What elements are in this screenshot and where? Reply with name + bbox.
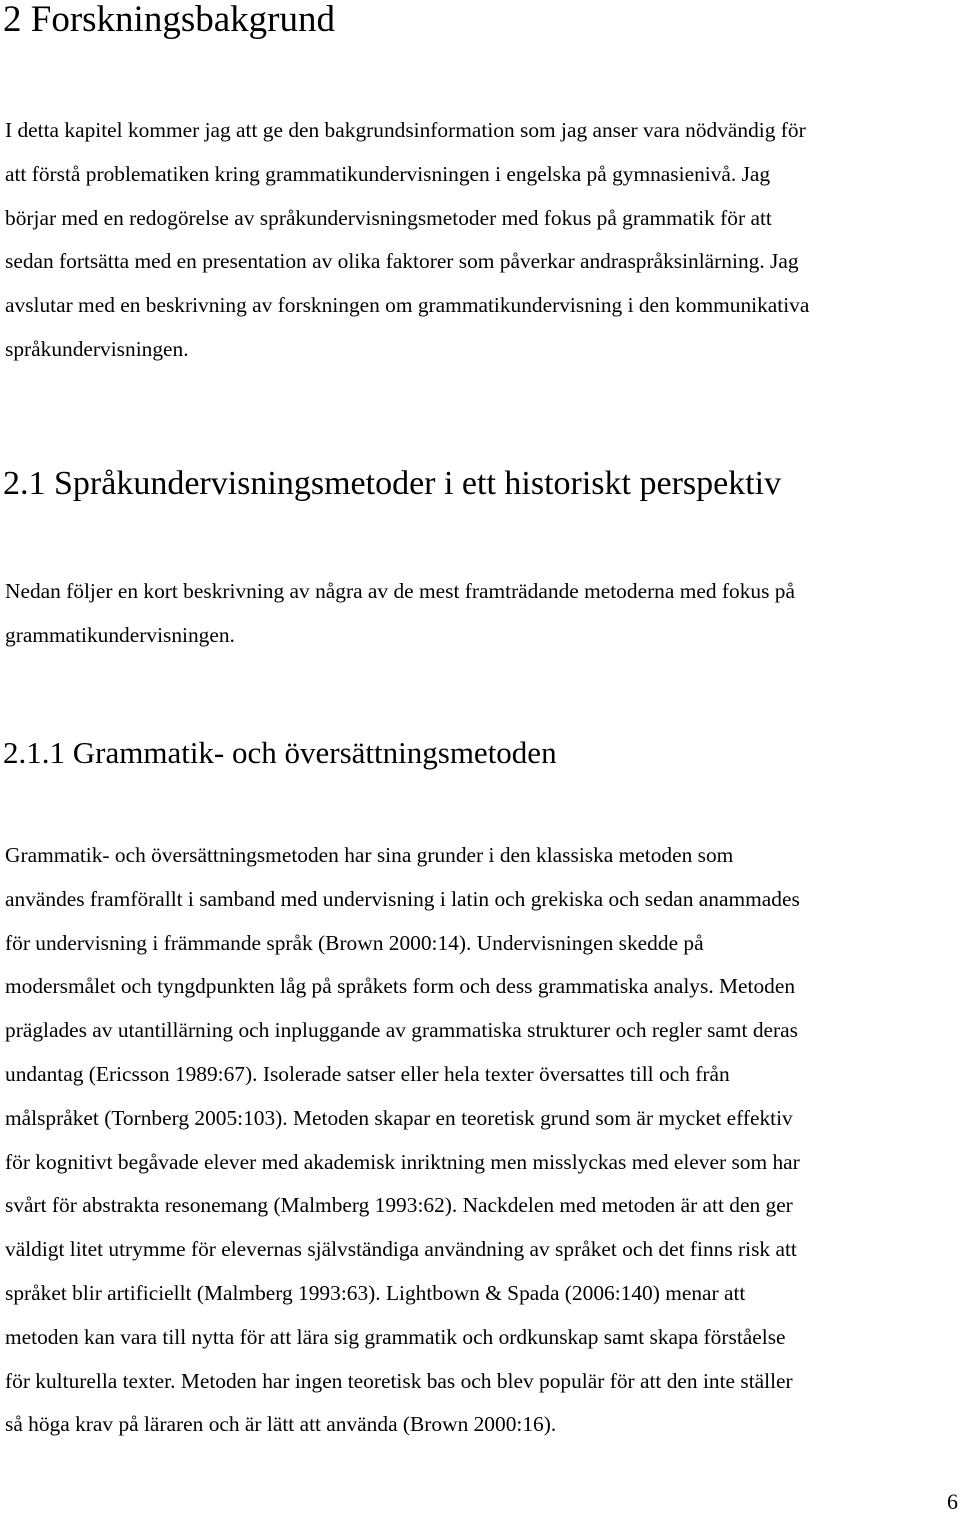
paragraph-line: för kognitivt begåvade elever med akademisk inriktning men misslyckas med elever som har <box>5 1149 800 1174</box>
paragraph-line: I detta kapitel kommer jag att ge den bakgrundsinformation som jag anser vara nödvändig för <box>5 118 806 142</box>
intro-paragraph <box>5 109 960 372</box>
paragraph-line: sedan fortsätta med en presentation av olika faktorer som påverkar andraspråksinlärning. Jag <box>5 249 799 274</box>
paragraph-line: Grammatik- och översättningsmetoden har sina grunder i den klassiska metoden som <box>5 843 734 867</box>
paragraph-line: att förstå problematiken kring grammatikundervisningen i engelska på gymnasienivå. Jag <box>5 161 771 186</box>
paragraph-line: svårt för abstrakta resonemang (Malmberg 1993:62). Nackdelen med metoden är att den ger <box>5 1193 793 1218</box>
subsection-paragraph <box>5 834 960 1447</box>
page-number: 6 <box>947 1489 958 1514</box>
paragraph-line: Nedan följer en kort beskrivning av några av de mest framträdande metoderna med fokus på <box>5 579 795 603</box>
paragraph-line: språkundervisningen. <box>5 336 189 361</box>
paragraph-line: metoden kan vara till nytta för att lära sig grammatik och ordkunskap samt skapa förståelse <box>5 1324 786 1349</box>
subsection-heading: 2.1.1 Grammatik- och översättningsmetoden <box>3 735 557 770</box>
paragraph-line: språket blir artificiellt (Malmberg 1993:63). Lightbown & Spada (2006:140) menar att <box>5 1280 746 1305</box>
section-heading: 2.1 Språkundervisningsmetoder i ett historiskt perspektiv <box>3 465 782 502</box>
paragraph-line: präglades av utantillärning och inpluggande av grammatiska strukturer och regler samt deras <box>5 1018 798 1043</box>
paragraph-line: undantag (Ericsson 1989:67). Isolerade satser eller hela texter översattes till och från <box>5 1061 730 1086</box>
paragraph-line: för kulturella texter. Metoden har ingen teoretisk bas och blev populär för att den inte ställer <box>5 1368 793 1393</box>
paragraph-line: avslutar med en beskrivning av forskningen om grammatikundervisning i den kommunikativa <box>5 293 810 318</box>
chapter-heading: 2 Forskningsbakgrund <box>3 0 335 40</box>
paragraph-line: börjar med en redogörelse av språkundervisningsmetoder med fokus på grammatik för att <box>5 205 772 230</box>
paragraph-line: väldigt litet utrymme för elevernas självständiga användning av språket och det finns risk att <box>5 1237 797 1262</box>
paragraph-line: så höga krav på läraren och är lätt att använda (Brown 2000:16). <box>5 1412 557 1437</box>
section-paragraph <box>5 570 960 658</box>
paragraph-line: användes framförallt i samband med undervisning i latin och grekiska och sedan anammades <box>5 886 800 911</box>
paragraph-line: målspråket (Tornberg 2005:103). Metoden skapar en teoretisk grund som är mycket effektiv <box>5 1105 793 1130</box>
paragraph-line: för undervisning i främmande språk (Brown 2000:14). Undervisningen skedde på <box>5 930 704 955</box>
paragraph-line: modersmålet och tyngdpunkten låg på språkets form och dess grammatiska analys. Metoden <box>5 974 796 999</box>
paragraph-line: grammatikundervisningen. <box>5 622 235 647</box>
